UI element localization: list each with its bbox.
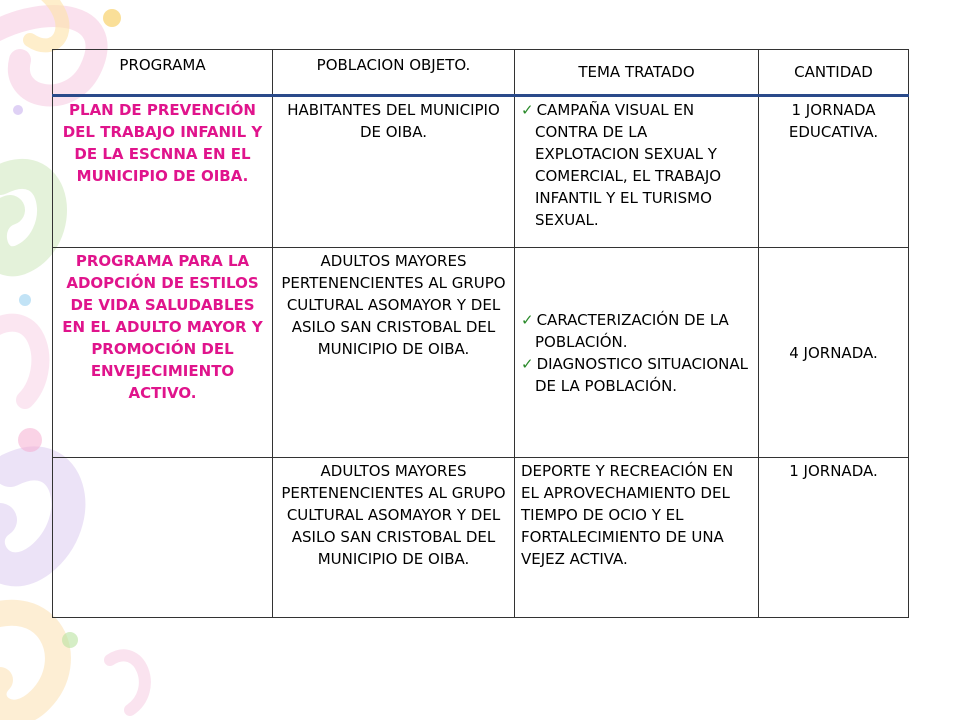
topic-list	[515, 96, 759, 248]
checkmark-icon: ✓	[521, 101, 534, 119]
topic-text: DIAGNOSTICO SITUACIONAL DE LA POBLACIÓN.	[535, 354, 748, 395]
population-target: ADULTOS MAYORES PERTENENCIENTES AL GRUPO CULTURAL ASOMAYOR Y DEL ASILO SAN CRISTOBAL DEL MUNICIPIO DE OIBA.	[273, 248, 515, 458]
checkmark-icon: ✓	[521, 354, 534, 373]
table-row	[53, 458, 909, 618]
topic-text: CARACTERIZACIÓN DE LA POBLACIÓN.	[535, 310, 729, 351]
program-name: PROGRAMA PARA LA ADOPCIÓN DE ESTILOS DE VIDA SALUDABLES EN EL ADULTO MAYOR Y PROMOCIÓN DEL ENVEJECIMIENTO ACTIVO.	[53, 248, 273, 458]
header-programa: PROGRAMA	[53, 50, 273, 96]
topic-item	[521, 353, 752, 397]
topic-item	[521, 309, 752, 353]
program-table	[52, 49, 909, 618]
topic-checklist	[521, 99, 752, 231]
quantity: 4 JORNADA.	[759, 248, 909, 458]
checkmark-icon: ✓	[521, 310, 534, 329]
table-row	[53, 96, 909, 248]
header-poblacion-objeto: POBLACION OBJETO.	[273, 50, 515, 96]
header-tema-tratado: TEMA TRATADO	[515, 50, 759, 96]
quantity: 1 JORNADA EDUCATIVA.	[759, 96, 909, 248]
table-header-row	[53, 50, 909, 96]
topic-checklist	[521, 309, 752, 397]
population-target: HABITANTES DEL MUNICIPIO DE OIBA.	[273, 96, 515, 248]
topic-text: DEPORTE Y RECREACIÓN EN EL APROVECHAMIENTO DEL TIEMPO DE OCIO Y EL FORTALECIMIENTO DE UNA VEJEZ ACTIVA.	[515, 458, 759, 618]
topic-text: CAMPAÑA VISUAL EN CONTRA DE LA EXPLOTACION SEXUAL Y COMERCIAL, EL TRABAJO INFANTIL Y EL TURISMO SEXUAL.	[535, 101, 722, 229]
population-target: ADULTOS MAYORES PERTENENCIENTES AL GRUPO CULTURAL ASOMAYOR Y DEL ASILO SAN CRISTOBAL DEL MUNICIPIO DE OIBA.	[273, 458, 515, 618]
topic-list	[515, 248, 759, 458]
program-name	[53, 458, 273, 618]
program-name: PLAN DE PREVENCIÓN DEL TRABAJO INFANIL Y DE LA ESCNNA EN EL MUNICIPIO DE OIBA.	[53, 96, 273, 248]
quantity: 1 JORNADA.	[759, 458, 909, 618]
topic-item	[521, 99, 752, 231]
header-cantidad: CANTIDAD	[759, 50, 909, 96]
table-row	[53, 248, 909, 458]
